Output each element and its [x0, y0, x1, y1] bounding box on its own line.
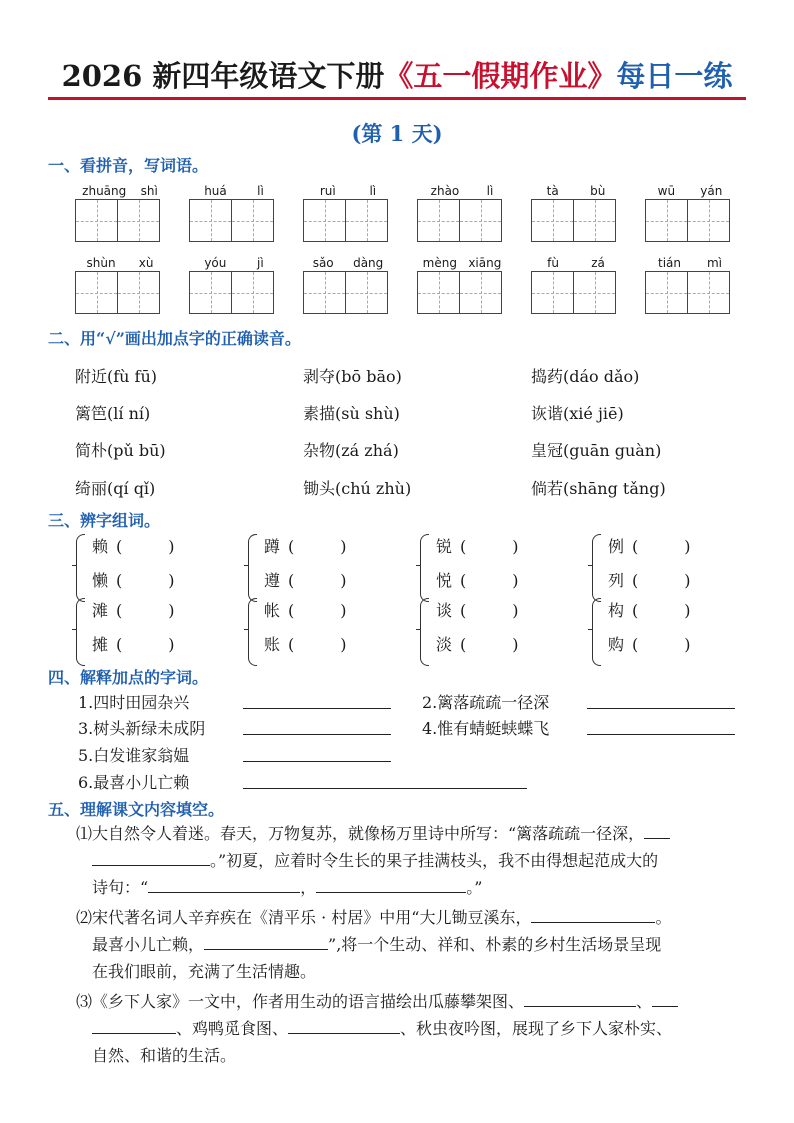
q1-blank-2[interactable]: [148, 876, 300, 893]
q3-text-b: 、: [636, 992, 653, 1011]
pronunciation-item[interactable]: 篱笆(lí ní): [75, 404, 151, 423]
paren-close: ): [512, 635, 519, 654]
answer-line[interactable]: [243, 761, 391, 762]
paren-open: (: [288, 601, 295, 620]
pinyin-word: [417, 255, 507, 314]
q3-text-d: 、秋虫夜吟图，展现了乡下人家朴实、: [400, 1019, 673, 1038]
paren-close: ): [340, 537, 347, 556]
q1-blank-3[interactable]: [316, 876, 466, 893]
paren-close: ): [340, 635, 347, 654]
brace-point: [416, 565, 421, 566]
pronunciation-item[interactable]: 捣药(dáo dǎo): [531, 367, 640, 386]
brace-icon: [592, 534, 601, 602]
group-item: [608, 534, 691, 557]
pinyin-syllable: tián: [657, 256, 681, 270]
paren-open: (: [460, 635, 467, 654]
writing-boxes: [417, 199, 507, 242]
pinyin-labels: [75, 255, 165, 271]
paren-close: ): [684, 537, 691, 556]
q3-text-a: ⑶《乡下人家》一文中，作者用生动的语言描绘出瓜藤攀架图、: [76, 992, 525, 1011]
paren-open: (: [632, 635, 639, 654]
explain-item: 4.惟有蜻蜓蛱蝶飞: [422, 719, 550, 738]
group-item: [92, 632, 175, 655]
group-item: [92, 568, 175, 591]
pinyin-word: [75, 183, 165, 242]
writing-boxes: [303, 199, 393, 242]
brace-icon: [248, 534, 257, 602]
pinyin-syllable: jì: [257, 256, 264, 270]
explain-item: 1.四时田园杂兴: [78, 693, 190, 712]
explain-item: 2.篱落疏疏一径深: [422, 693, 550, 712]
pinyin-syllable: mèng: [422, 256, 457, 270]
pinyin-syllable: dàng: [353, 256, 384, 270]
pinyin-syllable: lì: [257, 184, 264, 198]
pronunciation-item[interactable]: 素描(sù shù): [303, 404, 400, 423]
pinyin-word: [75, 255, 165, 314]
writing-box[interactable]: [189, 199, 232, 242]
group-item: [436, 632, 519, 655]
paren-open: (: [288, 537, 295, 556]
group-item: [436, 534, 519, 557]
writing-box[interactable]: [417, 271, 460, 314]
writing-box[interactable]: [573, 271, 616, 314]
paren-open: (: [460, 571, 467, 590]
brace-icon: [76, 534, 85, 602]
pinyin-syllable: huá: [204, 184, 227, 198]
writing-box[interactable]: [573, 199, 616, 242]
writing-boxes: [645, 199, 735, 242]
section-2-heading: 二、用“√”画出加点字的正确读音。: [48, 329, 301, 348]
pinyin-word: [645, 255, 735, 314]
character-group: [248, 596, 398, 670]
writing-box[interactable]: [117, 271, 160, 314]
pinyin-word: [189, 183, 279, 242]
writing-box[interactable]: [303, 199, 346, 242]
writing-box[interactable]: [231, 199, 274, 242]
q2-text-e: 在我们眼前，充满了生活情趣。: [92, 962, 317, 981]
writing-box[interactable]: [303, 271, 346, 314]
paren-open: (: [288, 571, 295, 590]
brace-icon: [592, 598, 601, 666]
pinyin-syllable: shì: [140, 184, 158, 198]
brace-point: [416, 629, 421, 630]
q2-text-b: 。: [655, 908, 672, 927]
paren-open: (: [116, 635, 123, 654]
paren-open: (: [632, 571, 639, 590]
pinyin-syllable: lì: [369, 184, 377, 198]
group-character: 账: [264, 635, 281, 654]
writing-boxes: [531, 271, 621, 314]
writing-boxes: [75, 199, 165, 242]
pinyin-syllable: shùn: [86, 256, 116, 270]
q3-text-e: 自然、和谐的生活。: [92, 1046, 237, 1065]
pinyin-syllable: yóu: [204, 256, 227, 270]
pinyin-labels: [531, 183, 621, 199]
group-character: 滩: [92, 601, 109, 620]
group-character: 帐: [264, 601, 281, 620]
paren-open: (: [116, 537, 123, 556]
answer-line[interactable]: [243, 734, 391, 735]
writing-box[interactable]: [117, 199, 160, 242]
character-group: [248, 532, 398, 606]
pinyin-syllable: fù: [547, 256, 559, 270]
pinyin-syllable: zhào: [430, 184, 460, 198]
writing-box[interactable]: [459, 271, 502, 314]
writing-box[interactable]: [645, 271, 688, 314]
writing-box[interactable]: [231, 271, 274, 314]
title-part2: 《五一假期作业》: [384, 59, 617, 93]
writing-box[interactable]: [345, 199, 388, 242]
brace-point: [244, 629, 249, 630]
writing-box[interactable]: [531, 199, 574, 242]
q2-text-a: ⑵宋代著名词人辛弃疾在《清平乐 · 村居》中用“大儿锄豆溪东，: [76, 908, 532, 927]
q1-text-c: 诗句：“: [92, 878, 149, 897]
pinyin-syllable: zhuāng: [82, 184, 127, 198]
pinyin-syllable: lì: [486, 184, 494, 198]
answer-line[interactable]: [243, 708, 391, 709]
group-item: [264, 632, 347, 655]
writing-boxes: [189, 199, 279, 242]
paren-close: ): [340, 571, 347, 590]
character-group: [76, 596, 226, 670]
character-group: [592, 532, 742, 606]
group-item: [264, 598, 347, 621]
pinyin-word: [303, 255, 393, 314]
brace-icon: [248, 598, 257, 666]
group-item: [608, 568, 691, 591]
paren-close: ): [512, 601, 519, 620]
writing-box[interactable]: [345, 271, 388, 314]
q3-blank-2b[interactable]: [92, 1017, 176, 1034]
group-item: [264, 534, 347, 557]
writing-box[interactable]: [75, 271, 118, 314]
character-group: [76, 532, 226, 606]
question-5-3: [76, 988, 756, 1069]
group-character: 摊: [92, 635, 109, 654]
q3-blank-2[interactable]: [652, 990, 678, 1007]
paren-close: ): [684, 635, 691, 654]
paren-close: ): [340, 601, 347, 620]
pinyin-syllable: bù: [590, 184, 606, 198]
section-4-heading: 四、解释加点的字词。: [48, 668, 209, 687]
pinyin-word: [417, 183, 507, 242]
paren-close: ): [168, 601, 175, 620]
group-item: [436, 598, 519, 621]
pinyin-word: [531, 255, 621, 314]
q1-text-e: 。”: [466, 878, 483, 897]
writing-boxes: [417, 271, 507, 314]
group-item: [608, 598, 691, 621]
writing-boxes: [531, 199, 621, 242]
pinyin-syllable: ruì: [319, 184, 336, 198]
paren-open: (: [632, 537, 639, 556]
pinyin-syllable: sǎo: [312, 256, 334, 270]
writing-box[interactable]: [531, 271, 574, 314]
writing-boxes: [645, 271, 735, 314]
q3-text-c: 、鸡鸭觅食图、: [176, 1019, 289, 1038]
paren-open: (: [632, 601, 639, 620]
paren-open: (: [288, 635, 295, 654]
pinyin-labels: [75, 183, 165, 199]
group-character: 例: [608, 537, 625, 556]
brace-point: [588, 629, 593, 630]
writing-boxes: [75, 271, 165, 314]
explain-item: 3.树头新绿未成阴: [78, 719, 206, 738]
writing-box[interactable]: [459, 199, 502, 242]
pinyin-syllable: xù: [138, 256, 154, 270]
q3-blank-3[interactable]: [288, 1017, 400, 1034]
brace-point: [72, 629, 77, 630]
group-item: [92, 534, 175, 557]
writing-box[interactable]: [687, 199, 730, 242]
pinyin-labels: [303, 255, 393, 271]
pronunciation-item[interactable]: 剥夺(bō bāo): [303, 367, 402, 386]
writing-boxes: [303, 271, 393, 314]
pronunciation-item[interactable]: 锄头(chú zhù): [303, 479, 412, 498]
character-group: [420, 532, 570, 606]
title-underline: [48, 97, 746, 100]
writing-box[interactable]: [687, 271, 730, 314]
q2-text-d: ”,将一个生动、祥和、朴素的乡村生活场景呈现: [328, 935, 662, 954]
brace-icon: [420, 534, 429, 602]
paren-close: ): [512, 571, 519, 590]
pinyin-labels: [303, 183, 393, 199]
q2-text-c: 最喜小儿亡赖，: [92, 935, 205, 954]
group-character: 赖: [92, 537, 109, 556]
group-item: [264, 568, 347, 591]
pinyin-labels: [189, 255, 279, 271]
q3-blank-1[interactable]: [524, 990, 636, 1007]
pronunciation-item[interactable]: 诙谐(xié jiē): [531, 404, 624, 423]
pinyin-syllable: wū: [657, 184, 676, 198]
paren-open: (: [460, 601, 467, 620]
writing-boxes: [189, 271, 279, 314]
group-item: [436, 568, 519, 591]
pinyin-labels: [531, 255, 621, 271]
brace-icon: [76, 598, 85, 666]
pronunciation-item[interactable]: 附近(fù fū): [75, 367, 158, 386]
paren-close: ): [512, 537, 519, 556]
q1-blank-1b[interactable]: [92, 849, 210, 866]
pinyin-syllable: zá: [591, 256, 605, 270]
group-character: 遵: [264, 571, 281, 590]
answer-line[interactable]: [243, 788, 527, 789]
pinyin-word: [645, 183, 735, 242]
answer-line[interactable]: [587, 734, 735, 735]
q1-text-a: ⑴大自然令人着迷。春天，万物复苏，就像杨万里诗中所写：“篱落疏疏一径深，: [76, 824, 645, 843]
group-item: [92, 598, 175, 621]
paren-open: (: [116, 601, 123, 620]
writing-box[interactable]: [189, 271, 232, 314]
group-character: 构: [608, 601, 625, 620]
group-character: 懒: [92, 571, 109, 590]
pinyin-syllable: yán: [700, 184, 723, 198]
title-part1: 2026 新四年级语文下册: [61, 59, 385, 93]
character-group: [592, 596, 742, 670]
pinyin-word: [189, 255, 279, 314]
explain-item: 5.白发谁家翁媪: [78, 746, 190, 765]
q2-blank-2[interactable]: [204, 933, 328, 950]
writing-box[interactable]: [417, 199, 460, 242]
question-5-2: [76, 904, 756, 985]
pronunciation-item[interactable]: 绮丽(qí qǐ): [75, 479, 156, 498]
pronunciation-item[interactable]: 简朴(pǔ bū): [75, 441, 166, 460]
writing-box[interactable]: [645, 199, 688, 242]
paren-close: ): [168, 635, 175, 654]
explain-item: 6.最喜小儿亡赖: [78, 773, 190, 792]
pinyin-labels: [417, 183, 507, 199]
pinyin-word: [303, 183, 393, 242]
pronunciation-item[interactable]: 杂物(zá zhá): [303, 441, 399, 460]
writing-box[interactable]: [75, 199, 118, 242]
paren-close: ): [684, 601, 691, 620]
pinyin-labels: [189, 183, 279, 199]
section-5-heading: 五、理解课文内容填空。: [48, 800, 225, 819]
title-part3: 每日一练: [616, 59, 733, 93]
q2-blank-1[interactable]: [531, 906, 655, 923]
pinyin-syllable: xiāng: [468, 256, 502, 270]
group-character: 锐: [436, 537, 453, 556]
group-character: 淡: [436, 635, 453, 654]
group-character: 悦: [436, 571, 453, 590]
pinyin-syllable: mì: [706, 256, 722, 270]
group-character: 蹲: [264, 537, 281, 556]
character-group: [420, 596, 570, 670]
brace-icon: [420, 598, 429, 666]
pinyin-labels: [645, 255, 735, 271]
pinyin-labels: [645, 183, 735, 199]
subtitle: (第 1 天): [351, 121, 443, 146]
group-character: 购: [608, 635, 625, 654]
section-3-heading: 三、辨字组词。: [48, 511, 161, 530]
paren-close: ): [684, 571, 691, 590]
answer-line[interactable]: [587, 708, 735, 709]
q1-text-d: ，: [300, 878, 317, 897]
question-5-1: [76, 820, 756, 901]
q1-text-b: 。”初夏，应着时令生长的果子挂满枝头，我不由得想起范成大的: [210, 851, 659, 870]
brace-point: [244, 565, 249, 566]
paren-close: ): [168, 537, 175, 556]
paren-open: (: [460, 537, 467, 556]
pronunciation-item[interactable]: 皇冠(guān guàn): [531, 441, 662, 460]
group-character: 列: [608, 571, 625, 590]
brace-point: [588, 565, 593, 566]
brace-point: [72, 565, 77, 566]
page-title: [0, 56, 794, 96]
pinyin-syllable: tà: [546, 184, 559, 198]
group-character: 谈: [436, 601, 453, 620]
pronunciation-item[interactable]: 倘若(shāng tǎng): [531, 479, 666, 498]
pinyin-labels: [417, 255, 507, 271]
group-item: [608, 632, 691, 655]
q1-blank-1[interactable]: [644, 822, 670, 839]
paren-close: ): [168, 571, 175, 590]
pinyin-word: [531, 183, 621, 242]
paren-open: (: [116, 571, 123, 590]
section-1-heading: 一、看拼音，写词语。: [48, 156, 209, 175]
